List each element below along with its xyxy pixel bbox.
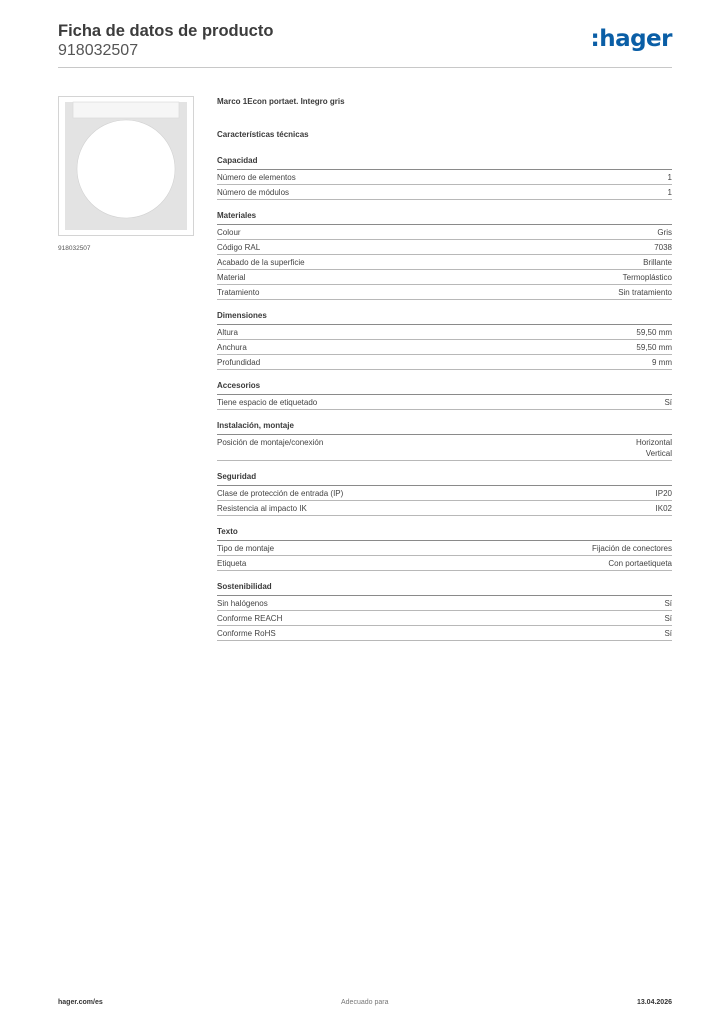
section-title: Instalación, montaje: [217, 420, 672, 435]
spec-value-line: 59,50 mm: [636, 343, 672, 352]
spec-value: [664, 628, 672, 639]
footer-note: Adecuado para: [341, 999, 389, 1006]
spec-value-line: Sí: [664, 599, 672, 608]
spec-value: [656, 503, 672, 514]
spec-value-line: 7038: [654, 243, 672, 252]
spec-row: [217, 325, 672, 340]
spec-value: [656, 488, 672, 499]
spec-value-line: Sí: [664, 614, 672, 623]
spec-value: [636, 327, 672, 338]
specs-heading: Características técnicas: [217, 130, 309, 139]
spec-value-line: IK02: [655, 504, 672, 513]
spec-label: Número de módulos: [217, 188, 290, 197]
spec-value: [652, 357, 672, 368]
frame-opening: [77, 120, 175, 218]
spec-label: Conforme REACH: [217, 614, 283, 623]
spec-section: [217, 210, 672, 300]
spec-label: Clase de protección de entrada (IP): [217, 489, 344, 498]
spec-row: [217, 355, 672, 370]
page-title: Ficha de datos de producto: [58, 22, 274, 40]
label-holder-strip: [73, 102, 179, 118]
spec-row: [217, 501, 672, 516]
footer-website: hager.com/es: [58, 999, 103, 1006]
spec-section: [217, 471, 672, 516]
spec-row: [217, 541, 672, 556]
header-divider: [58, 67, 672, 68]
spec-value-line: 9 mm: [652, 358, 672, 367]
spec-row: [217, 596, 672, 611]
spec-label: Código RAL: [217, 243, 261, 252]
spec-label: Anchura: [217, 343, 247, 352]
spec-value-line: Termoplástico: [622, 273, 672, 282]
frame-illustration: [59, 97, 193, 235]
spec-value-line: Sin tratamiento: [618, 288, 672, 297]
footer-date: 13.04.2026: [636, 999, 672, 1006]
spec-value-line: 59,50 mm: [636, 328, 672, 337]
spec-value-line: Horizontal: [635, 438, 672, 447]
spec-row: [217, 185, 672, 200]
spec-section: [217, 581, 672, 641]
spec-value-line: 1: [667, 173, 672, 182]
spec-value-line: IP20: [655, 489, 672, 498]
spec-row: [217, 225, 672, 240]
spec-sections: [217, 155, 672, 641]
spec-row: [217, 270, 672, 285]
spec-value: [618, 287, 672, 298]
spec-value: [668, 187, 672, 198]
hager-logo: :hager: [590, 26, 672, 52]
spec-label: Posición de montaje/conexión: [217, 438, 324, 447]
spec-value-line: Con portaetiqueta: [608, 559, 672, 568]
spec-label: Tiene espacio de etiquetado: [217, 398, 318, 407]
spec-label: Sin halógenos: [217, 599, 268, 608]
section-title: Seguridad: [217, 471, 672, 486]
spec-value-line: Brillante: [643, 258, 672, 267]
spec-label: Acabado de la superficie: [217, 258, 305, 267]
spec-row: [217, 240, 672, 255]
spec-value: [608, 558, 672, 569]
spec-row: [217, 556, 672, 571]
spec-label: Material: [217, 273, 246, 282]
section-title: Capacidad: [217, 155, 672, 170]
spec-value: [657, 227, 672, 238]
spec-value: [623, 272, 672, 283]
spec-value: [664, 613, 672, 624]
spec-value: [664, 397, 672, 408]
spec-value-line: Sí: [664, 398, 672, 407]
spec-value: [668, 172, 672, 183]
product-name: Marco 1Econ portaet. Integro gris: [217, 97, 345, 106]
image-caption: 918032507: [58, 245, 91, 252]
spec-section: [217, 310, 672, 370]
spec-label: Colour: [217, 228, 241, 237]
spec-label: Conforme RoHS: [217, 629, 276, 638]
spec-value: [636, 437, 672, 459]
spec-value: [643, 257, 672, 268]
spec-row: [217, 626, 672, 641]
spec-row: [217, 255, 672, 270]
spec-label: Profundidad: [217, 358, 261, 367]
section-title: Accesorios: [217, 380, 672, 395]
product-image: [58, 96, 194, 236]
spec-row: [217, 611, 672, 626]
spec-row: [217, 395, 672, 410]
spec-row: [217, 340, 672, 355]
spec-label: Número de elementos: [217, 173, 296, 182]
section-title: Texto: [217, 526, 672, 541]
spec-label: Etiqueta: [217, 559, 247, 568]
section-title: Materiales: [217, 210, 672, 225]
spec-value: [636, 342, 672, 353]
section-title: Sostenibilidad: [217, 581, 672, 596]
spec-section: [217, 380, 672, 410]
spec-value-line: Gris: [657, 228, 672, 237]
spec-label: Altura: [217, 328, 238, 337]
section-title: Dimensiones: [217, 310, 672, 325]
spec-section: [217, 526, 672, 571]
spec-label: Tratamiento: [217, 288, 260, 297]
specifications: [217, 96, 672, 651]
spec-value-line: Fijación de conectores: [591, 544, 672, 553]
spec-label: Resistencia al impacto IK: [217, 504, 307, 513]
spec-row: [217, 170, 672, 185]
spec-section: [217, 155, 672, 200]
spec-row: [217, 435, 672, 461]
spec-value: [654, 242, 672, 253]
spec-value: [592, 543, 672, 554]
spec-value: [664, 598, 672, 609]
spec-value-line: Vertical: [645, 449, 672, 458]
spec-value-line: Sí: [664, 629, 672, 638]
document-header: [58, 21, 273, 60]
spec-label: Tipo de montaje: [217, 544, 275, 553]
spec-value-line: 1: [667, 188, 672, 197]
product-code: 918032507: [58, 42, 139, 59]
spec-section: [217, 420, 672, 461]
spec-row: [217, 486, 672, 501]
spec-row: [217, 285, 672, 300]
